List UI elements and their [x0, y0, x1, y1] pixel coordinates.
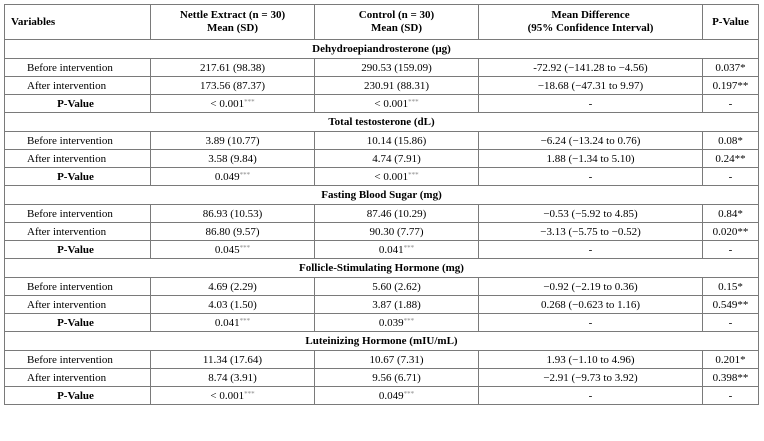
- nettle-pvalue: < 0.001: [210, 389, 245, 402]
- pvalue-cell: 0.037*: [703, 59, 759, 77]
- nettle-cell: 173.56 (87.37): [151, 77, 315, 95]
- header-variables-text: Variables: [11, 15, 56, 28]
- control-cell: 10.67 (7.31): [315, 351, 479, 369]
- row-label: P-Value: [5, 168, 151, 186]
- header-nettle: [151, 5, 315, 40]
- control-cell: [315, 168, 479, 186]
- nettle-pvalue: 0.041: [214, 316, 240, 329]
- control-cell: 4.74 (7.91): [315, 150, 479, 168]
- significance-marker: ***: [244, 389, 255, 398]
- table-row: [5, 132, 759, 150]
- control-cell: 230.91 (88.31): [315, 77, 479, 95]
- header-diff-line2: (95% Confidence Interval): [527, 22, 654, 34]
- control-cell: 290.53 (159.09): [315, 59, 479, 77]
- row-label: Before intervention: [5, 59, 151, 77]
- nettle-cell: 217.61 (98.38): [151, 59, 315, 77]
- nettle-pvalue: < 0.001: [210, 97, 245, 110]
- nettle-cell: 8.74 (3.91): [151, 369, 315, 387]
- diff-cell: −6.24 (−13.24 to 0.76): [479, 132, 703, 150]
- pvalue-cell: -: [703, 95, 759, 113]
- diff-cell: -: [479, 95, 703, 113]
- row-label: P-Value: [5, 95, 151, 113]
- section-title: Fasting Blood Sugar (mg): [5, 186, 759, 205]
- row-label: After intervention: [5, 296, 151, 314]
- section-row: [5, 332, 759, 351]
- control-cell: 9.56 (6.71): [315, 369, 479, 387]
- pvalue-cell: -: [703, 387, 759, 405]
- row-label: After intervention: [5, 77, 151, 95]
- significance-marker: ***: [408, 97, 419, 106]
- header-control-line2: Mean (SD): [370, 22, 423, 34]
- header-diff-line1: Mean Difference: [551, 9, 630, 21]
- nettle-cell: [151, 314, 315, 332]
- table-row: [5, 296, 759, 314]
- significance-marker: ***: [403, 316, 415, 325]
- table-row: [5, 59, 759, 77]
- results-table-wrapper: [4, 4, 759, 405]
- table-row: [5, 223, 759, 241]
- control-cell: 90.30 (7.77): [315, 223, 479, 241]
- header-variables: [5, 5, 151, 40]
- diff-cell: 0.268 (−0.623 to 1.16): [479, 296, 703, 314]
- pvalue-cell: -: [703, 241, 759, 259]
- nettle-cell: 3.89 (10.77): [151, 132, 315, 150]
- row-label: Before intervention: [5, 278, 151, 296]
- section-row: [5, 259, 759, 278]
- header-row: [5, 5, 759, 40]
- significance-marker: ***: [239, 243, 251, 252]
- section-row: [5, 113, 759, 132]
- pvalue-cell: 0.201*: [703, 351, 759, 369]
- table-row: [5, 241, 759, 259]
- control-cell: [315, 387, 479, 405]
- header-nettle-line1: Nettle Extract (n = 30): [179, 9, 286, 21]
- row-label: P-Value: [5, 241, 151, 259]
- nettle-cell: 4.03 (1.50): [151, 296, 315, 314]
- pvalue-cell: 0.197**: [703, 77, 759, 95]
- table-row: [5, 387, 759, 405]
- diff-cell: −2.91 (−9.73 to 3.92): [479, 369, 703, 387]
- pvalue-cell: -: [703, 168, 759, 186]
- table-row: [5, 314, 759, 332]
- diff-cell: -: [479, 241, 703, 259]
- diff-cell: −3.13 (−5.75 to −0.52): [479, 223, 703, 241]
- diff-cell: 1.88 (−1.34 to 5.10): [479, 150, 703, 168]
- pvalue-cell: -: [703, 314, 759, 332]
- nettle-cell: 11.34 (17.64): [151, 351, 315, 369]
- diff-cell: -: [479, 168, 703, 186]
- control-cell: 5.60 (2.62): [315, 278, 479, 296]
- nettle-pvalue: 0.049: [214, 170, 240, 183]
- significance-marker: ***: [239, 170, 251, 179]
- control-pvalue: 0.039: [378, 316, 404, 329]
- nettle-cell: 4.69 (2.29): [151, 278, 315, 296]
- diff-cell: −0.92 (−2.19 to 0.36): [479, 278, 703, 296]
- control-pvalue: < 0.001: [374, 97, 409, 110]
- diff-cell: -72.92 (−141.28 to −4.56): [479, 59, 703, 77]
- control-pvalue: 0.049: [378, 389, 404, 402]
- row-label: Before intervention: [5, 351, 151, 369]
- pvalue-cell: 0.549**: [703, 296, 759, 314]
- table-row: [5, 150, 759, 168]
- diff-cell: −0.53 (−5.92 to 4.85): [479, 205, 703, 223]
- row-label: Before intervention: [5, 205, 151, 223]
- diff-cell: -: [479, 387, 703, 405]
- significance-marker: ***: [403, 243, 415, 252]
- significance-marker: ***: [244, 97, 255, 106]
- control-pvalue: < 0.001: [374, 170, 409, 183]
- control-cell: [315, 95, 479, 113]
- section-title: Luteinizing Hormone (mIU/mL): [5, 332, 759, 351]
- section-title: Dehydroepiandrosterone (µg): [5, 40, 759, 59]
- nettle-cell: 86.93 (10.53): [151, 205, 315, 223]
- row-label: P-Value: [5, 387, 151, 405]
- results-table: [4, 4, 759, 405]
- nettle-cell: [151, 95, 315, 113]
- control-cell: 10.14 (15.86): [315, 132, 479, 150]
- table-row: [5, 369, 759, 387]
- pvalue-cell: 0.84*: [703, 205, 759, 223]
- section-title: Total testosterone (dL): [5, 113, 759, 132]
- pvalue-cell: 0.24**: [703, 150, 759, 168]
- table-row: [5, 278, 759, 296]
- table-row: [5, 205, 759, 223]
- diff-cell: −18.68 (−47.31 to 9.97): [479, 77, 703, 95]
- pvalue-cell: 0.15*: [703, 278, 759, 296]
- header-pvalue-text: P-Value: [712, 15, 749, 28]
- table-row: [5, 95, 759, 113]
- control-pvalue: 0.041: [378, 243, 404, 256]
- table-row: [5, 351, 759, 369]
- control-cell: 3.87 (1.88): [315, 296, 479, 314]
- nettle-cell: 86.80 (9.57): [151, 223, 315, 241]
- row-label: P-Value: [5, 314, 151, 332]
- row-label: After intervention: [5, 369, 151, 387]
- table-row: [5, 168, 759, 186]
- row-label: Before intervention: [5, 132, 151, 150]
- row-label: After intervention: [5, 150, 151, 168]
- control-cell: 87.46 (10.29): [315, 205, 479, 223]
- control-cell: [315, 314, 479, 332]
- significance-marker: ***: [403, 389, 415, 398]
- header-control: [315, 5, 479, 40]
- nettle-cell: [151, 387, 315, 405]
- control-cell: [315, 241, 479, 259]
- row-label: After intervention: [5, 223, 151, 241]
- header-p-value: [703, 5, 759, 40]
- nettle-cell: [151, 168, 315, 186]
- diff-cell: -: [479, 314, 703, 332]
- section-row: [5, 186, 759, 205]
- diff-cell: 1.93 (−1.10 to 4.96): [479, 351, 703, 369]
- nettle-cell: [151, 241, 315, 259]
- header-nettle-line2: Mean (SD): [206, 22, 259, 34]
- significance-marker: ***: [239, 316, 251, 325]
- pvalue-cell: 0.020**: [703, 223, 759, 241]
- pvalue-cell: 0.398**: [703, 369, 759, 387]
- pvalue-cell: 0.08*: [703, 132, 759, 150]
- section-row: [5, 40, 759, 59]
- header-mean-difference: [479, 5, 703, 40]
- header-control-line1: Control (n = 30): [358, 9, 435, 21]
- significance-marker: ***: [408, 170, 419, 179]
- nettle-pvalue: 0.045: [214, 243, 240, 256]
- table-row: [5, 77, 759, 95]
- nettle-cell: 3.58 (9.84): [151, 150, 315, 168]
- section-title: Follicle-Stimulating Hormone (mg): [5, 259, 759, 278]
